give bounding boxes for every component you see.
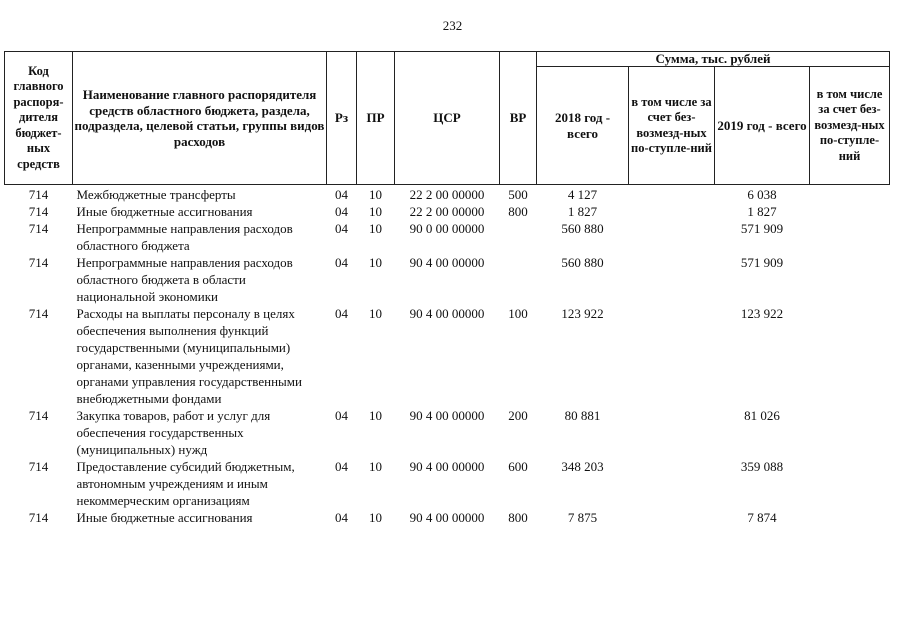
cell-2019-total: 571 909 <box>740 221 784 236</box>
cell-code: 714 <box>28 221 49 236</box>
cell-2019-total: 7 874 <box>747 510 777 525</box>
cell-pr: 10 <box>369 408 382 423</box>
cell-vr <box>500 254 537 305</box>
cell-2019-free <box>810 305 890 407</box>
cell-csr: 90 0 00 00000 <box>409 221 485 236</box>
header-csr: ЦСР <box>395 52 500 185</box>
cell-rz: 04 <box>335 510 348 525</box>
cell-2019-free <box>810 407 890 458</box>
cell-2018-free <box>629 254 715 305</box>
cell-rz: 04 <box>335 408 348 423</box>
table-body <box>5 185 890 527</box>
header-2018-free: в том числе за счет без-возмезд-ных по-ступле-ний <box>629 67 715 185</box>
cell-rz: 04 <box>335 221 348 236</box>
cell-name: Непрограммные направления расходов областного бюджета <box>76 221 293 253</box>
cell-2019-total: 571 909 <box>740 255 784 270</box>
header-2019-free: в том числе за счет без-возмезд-ных по-ступле-ний <box>810 67 890 185</box>
cell-vr: 800 <box>508 204 528 219</box>
cell-name: Расходы на выплаты персоналу в целях обеспечения выполнения функций государственными (муниципальными) органами, казенными учреждениями, органами управления государственными внебюджетными фондами <box>76 306 302 406</box>
cell-pr: 10 <box>369 510 382 525</box>
cell-2019-free <box>810 203 890 220</box>
table-row <box>5 203 890 220</box>
cell-2019-total: 123 922 <box>740 306 784 321</box>
header-vr: ВР <box>500 52 537 185</box>
cell-2019-total: 1 827 <box>747 204 777 219</box>
cell-csr: 22 2 00 00000 <box>409 204 485 219</box>
cell-2018-total: 348 203 <box>561 459 604 474</box>
cell-csr: 22 2 00 00000 <box>409 187 485 202</box>
cell-vr <box>500 220 537 254</box>
cell-2018-total: 7 875 <box>567 510 598 525</box>
cell-2019-free <box>810 254 890 305</box>
cell-pr: 10 <box>369 459 382 474</box>
cell-2018-free <box>629 509 715 526</box>
cell-pr: 10 <box>369 255 382 270</box>
header-2019-total: 2019 год - всего <box>715 67 810 185</box>
page-number: 232 <box>442 18 463 33</box>
cell-code: 714 <box>28 510 49 525</box>
cell-2019-free <box>810 185 890 204</box>
header-pr: ПР <box>357 52 395 185</box>
cell-2018-total: 1 827 <box>567 204 598 219</box>
cell-name: Межбюджетные трансферты <box>76 187 236 202</box>
cell-name: Иные бюджетные ассигнования <box>76 204 253 219</box>
cell-vr: 800 <box>508 510 528 525</box>
cell-rz: 04 <box>335 255 348 270</box>
budget-table <box>4 51 890 526</box>
cell-code: 714 <box>28 255 49 270</box>
cell-2018-free <box>629 185 715 204</box>
cell-pr: 10 <box>369 187 382 202</box>
cell-rz: 04 <box>335 204 348 219</box>
cell-2018-total: 123 922 <box>561 306 604 321</box>
cell-pr: 10 <box>369 204 382 219</box>
table-row <box>5 305 890 407</box>
table-row <box>5 220 890 254</box>
cell-2018-total: 80 881 <box>564 408 601 423</box>
cell-csr: 90 4 00 00000 <box>409 510 485 525</box>
cell-vr: 100 <box>508 306 528 321</box>
cell-2019-total: 81 026 <box>744 408 780 423</box>
cell-2018-free <box>629 458 715 509</box>
header-code: Код главного распоря-дителя бюджет-ных средств <box>5 52 73 185</box>
cell-vr: 600 <box>508 459 528 474</box>
table-row <box>5 509 890 526</box>
cell-2019-free <box>810 220 890 254</box>
cell-code: 714 <box>28 459 49 474</box>
cell-2018-total: 560 880 <box>561 255 604 270</box>
cell-name: Закупка товаров, работ и услуг для обеспечения государственных (муниципальных) нужд <box>76 408 271 457</box>
cell-rz: 04 <box>335 187 348 202</box>
cell-code: 714 <box>28 204 49 219</box>
cell-2018-free <box>629 305 715 407</box>
table-row <box>5 407 890 458</box>
header-sum: Сумма, тыс. рублей <box>537 52 890 67</box>
header-2018-total: 2018 год - всего <box>537 67 629 185</box>
cell-csr: 90 4 00 00000 <box>409 255 485 270</box>
cell-rz: 04 <box>335 306 348 321</box>
cell-2018-free <box>629 407 715 458</box>
cell-2018-free <box>629 220 715 254</box>
cell-pr: 10 <box>369 221 382 236</box>
table-row <box>5 185 890 204</box>
cell-vr: 500 <box>508 187 528 202</box>
cell-2019-free <box>810 509 890 526</box>
cell-2018-total: 560 880 <box>561 221 604 236</box>
cell-name: Предоставление субсидий бюджетным, автономным учреждениям и иным некоммерческим организациям <box>76 459 295 508</box>
cell-csr: 90 4 00 00000 <box>409 408 485 423</box>
cell-csr: 90 4 00 00000 <box>409 459 485 474</box>
table-row <box>5 458 890 509</box>
cell-name: Непрограммные направления расходов областного бюджета в области национальной экономики <box>76 255 293 304</box>
cell-code: 714 <box>28 408 49 423</box>
cell-csr: 90 4 00 00000 <box>409 306 485 321</box>
cell-2019-total: 359 088 <box>740 459 784 474</box>
header-name: Наименование главного распорядителя средств областного бюджета, раздела, подраздела, целевой статьи, группы видов расходов <box>73 52 327 185</box>
cell-vr: 200 <box>508 408 528 423</box>
header-rz: Рз <box>327 52 357 185</box>
cell-rz: 04 <box>335 459 348 474</box>
cell-2019-total: 6 038 <box>747 187 777 202</box>
cell-pr: 10 <box>369 306 382 321</box>
cell-code: 714 <box>28 306 49 321</box>
table-row <box>5 254 890 305</box>
cell-2018-total: 4 127 <box>567 187 598 202</box>
cell-2019-free <box>810 458 890 509</box>
cell-code: 714 <box>28 187 49 202</box>
cell-2018-free <box>629 203 715 220</box>
cell-name: Иные бюджетные ассигнования <box>76 510 253 525</box>
